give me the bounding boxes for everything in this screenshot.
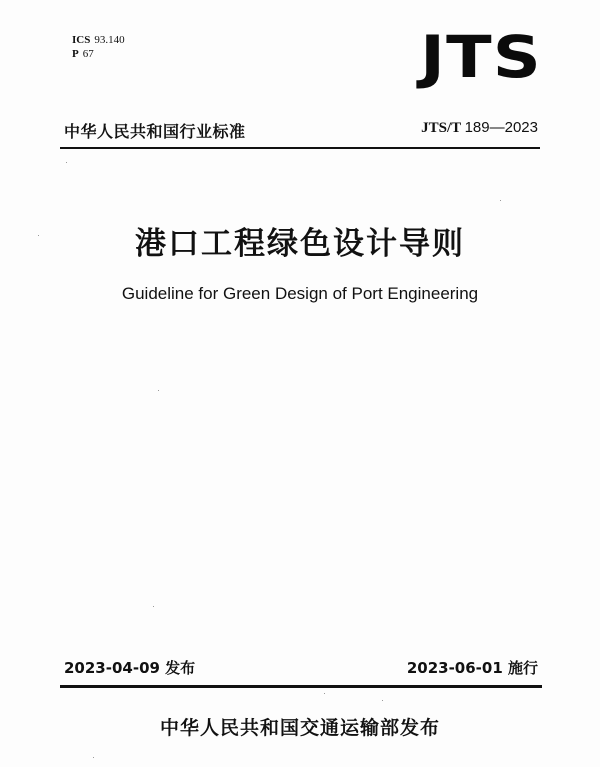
effective-date: 2023-06-01 施行 — [406, 659, 538, 677]
publisher: 中华人民共和国交通运输部发布 — [159, 717, 440, 739]
scan-speck — [93, 757, 94, 758]
scan-speck — [153, 606, 154, 607]
scan-speck — [382, 700, 383, 701]
title-english: Guideline for Green Design of Port Engineering — [121, 284, 479, 303]
standard-number-prefix: JTS/T — [421, 120, 461, 136]
scan-speck — [66, 162, 67, 163]
scan-speck — [38, 235, 39, 236]
ics-line — [72, 33, 125, 47]
scan-speck — [500, 200, 501, 201]
ics-label: ICS — [72, 34, 91, 46]
category-code: 67 — [82, 48, 94, 60]
footer-divider — [60, 685, 542, 688]
category-label: P — [72, 48, 79, 60]
title-chinese: 港口工程绿色设计导则 — [135, 226, 465, 262]
classification-codes — [72, 33, 125, 61]
standard-category: 中华人民共和国行业标准 — [64, 122, 246, 141]
standard-number — [421, 119, 538, 137]
ics-code: 93.140 — [94, 34, 125, 46]
standard-number-value: 189—2023 — [464, 119, 538, 136]
jts-logo: JTS — [420, 23, 542, 91]
issue-date: 2023-04-09 发布 — [64, 659, 196, 677]
category-line — [72, 47, 125, 61]
scan-speck — [158, 390, 159, 391]
header-divider — [60, 147, 540, 149]
scan-speck — [324, 693, 325, 694]
